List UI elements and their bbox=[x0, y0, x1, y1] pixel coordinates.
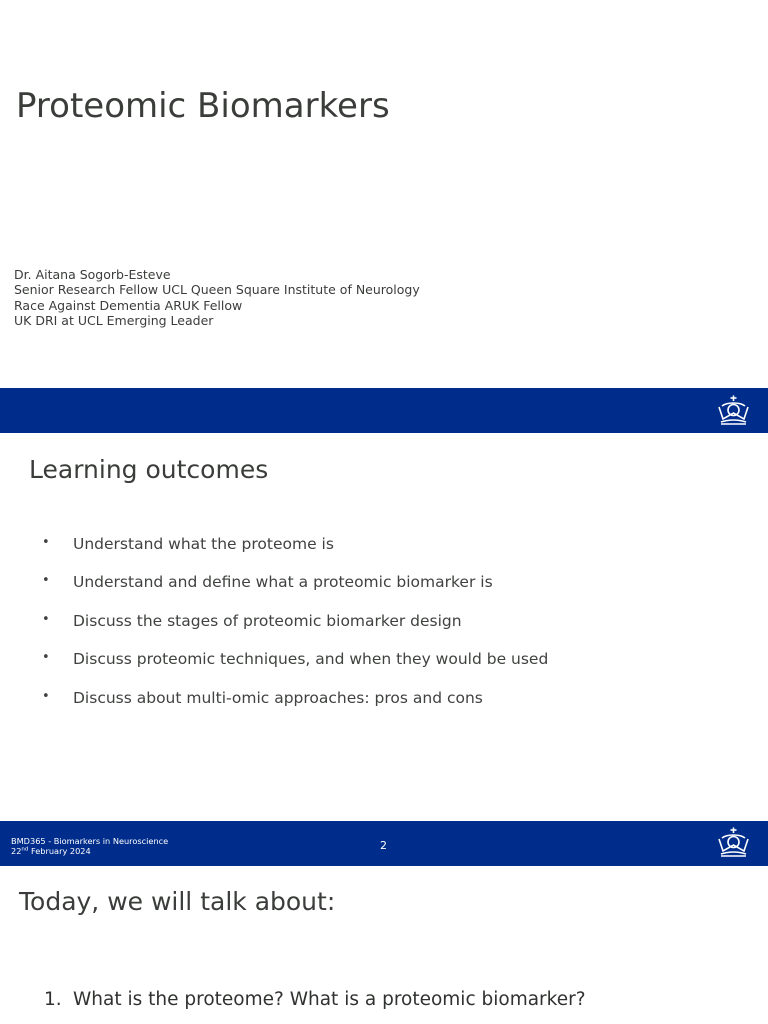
slide-footer-band bbox=[0, 821, 768, 866]
author-leadership: UK DRI at UCL Emerging Leader bbox=[14, 313, 214, 329]
agenda-list bbox=[44, 989, 586, 1010]
list-item-text: What is the proteome? What is a proteomic biomarker? bbox=[73, 989, 586, 1010]
list-item-text: Discuss the stages of proteomic biomarker design bbox=[73, 611, 462, 630]
slide-footer-band bbox=[0, 388, 768, 433]
agenda-slide bbox=[0, 866, 768, 1024]
ucl-crest-icon bbox=[717, 827, 750, 857]
list-item bbox=[42, 535, 548, 573]
item-number: 1. bbox=[44, 989, 62, 1010]
list-item-text: Understand what the proteome is bbox=[73, 535, 334, 553]
list-item bbox=[42, 573, 548, 611]
list-item-text: Discuss proteomic techniques, and when they would be used bbox=[73, 650, 549, 669]
bullet-marker: • bbox=[42, 650, 50, 666]
bullet-marker: • bbox=[42, 688, 50, 704]
slide-title: Proteomic Biomarkers bbox=[16, 86, 390, 126]
slide-title: Learning outcomes bbox=[29, 455, 269, 484]
author-name: Dr. Aitana Sogorb-Esteve bbox=[14, 267, 171, 282]
slide-title: Today, we will talk about: bbox=[19, 887, 336, 916]
list-item bbox=[44, 989, 586, 1010]
list-item-text: Understand and define what a proteomic biomarker is bbox=[73, 573, 493, 592]
author-info bbox=[14, 267, 420, 329]
list-item bbox=[42, 689, 548, 727]
footer-date: 22nd February 2024 bbox=[11, 846, 91, 856]
outcomes-list bbox=[42, 535, 548, 727]
ucl-crest-icon bbox=[717, 395, 750, 425]
bullet-marker: • bbox=[42, 611, 50, 627]
learning-outcomes-slide bbox=[0, 433, 768, 821]
list-item bbox=[42, 612, 548, 650]
author-role: Senior Research Fellow UCL Queen Square Institute of Neurology bbox=[14, 282, 420, 298]
page-number: 2 bbox=[380, 839, 387, 852]
list-item-text: Discuss about multi-omic approaches: pros and cons bbox=[73, 688, 483, 707]
author-fellowship: Race Against Dementia ARUK Fellow bbox=[14, 297, 243, 313]
list-item bbox=[42, 650, 548, 688]
bullet-marker: • bbox=[42, 573, 50, 589]
bullet-marker: • bbox=[42, 535, 50, 550]
title-slide bbox=[0, 0, 768, 388]
footer-course-info bbox=[11, 836, 168, 856]
footer-course: BMD365 - Biomarkers in Neuroscience bbox=[11, 836, 169, 846]
